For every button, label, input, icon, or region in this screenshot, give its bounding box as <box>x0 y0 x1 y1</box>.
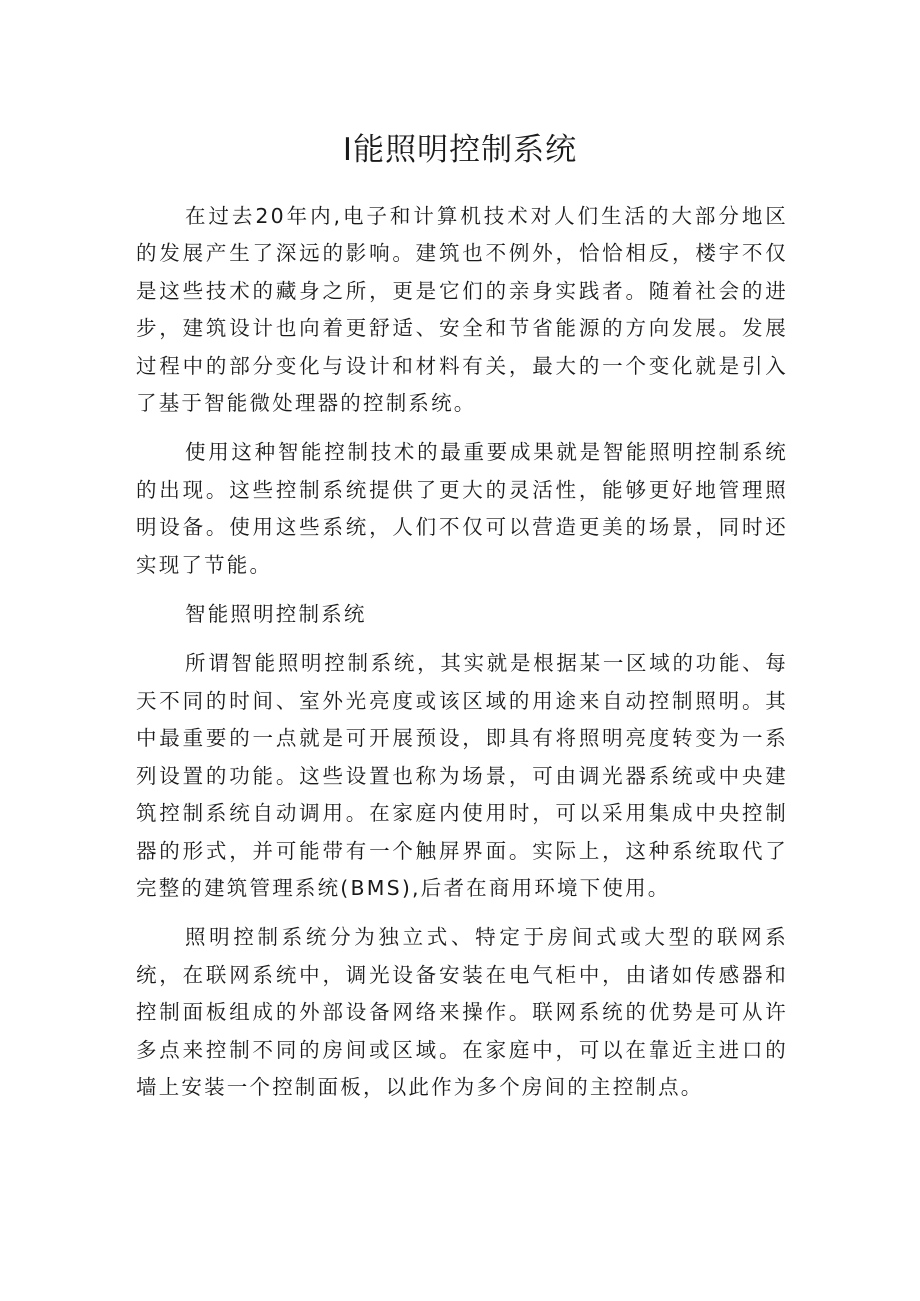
document-body <box>136 198 788 1118</box>
paragraph-networked-systems: 照明控制系统分为独立式、特定于房间式或大型的联网系统，在联网系统中，调光设备安装在电气柜中，由诸如传感器和控制面板组成的外部设备网络来操作。联网系统的优势是可从许多点来控制不同的房间或区域。在家庭中，可以在靠近主进口的墙上安装一个控制面板，以此作为多个房间的主控制点。 <box>136 925 788 1099</box>
document-title: I能照明控制系统 <box>342 132 578 168</box>
section-subheading: 智能照明控制系统 <box>185 602 367 627</box>
paragraph-definition: 所谓智能照明控制系统，其实就是根据某一区域的功能、每天不同的时间、室外光亮度或该区域的用途来自动控制照明。其中最重要的一点就是可开展预设，即具有将照明亮度转变为一系列设置的功能。这些设置也称为场景，可由调光器系统或中央建筑控制系统自动调用。在家庭内使用时，可以采用集成中央控制器的形式，并可能带有一个触屏界面。实际上，这种系统取代了完整的建筑管理系统(BMS),后者在商用环境下使用。 <box>136 651 788 900</box>
paragraph-intro: 在过去20年内,电子和计算机技术对人们生活的大部分地区的发展产生了深远的影响。建筑也不例外，恰恰相反，楼宇不仅是这些技术的藏身之所，更是它们的亲身实践者。随着社会的进步，建筑设计也向着更舒适、安全和节省能源的方向发展。发展过程中的部分变化与设计和材料有关，最大的一个变化就是引入了基于智能微处理器的控制系统。 <box>136 204 788 416</box>
paragraph-smart-control: 使用这种智能控制技术的最重要成果就是智能照明控制系统的出现。这些控制系统提供了更大的灵活性，能够更好地管理照明设备。使用这些系统，人们不仅可以营造更美的场景，同时还实现了节能。 <box>136 440 788 577</box>
